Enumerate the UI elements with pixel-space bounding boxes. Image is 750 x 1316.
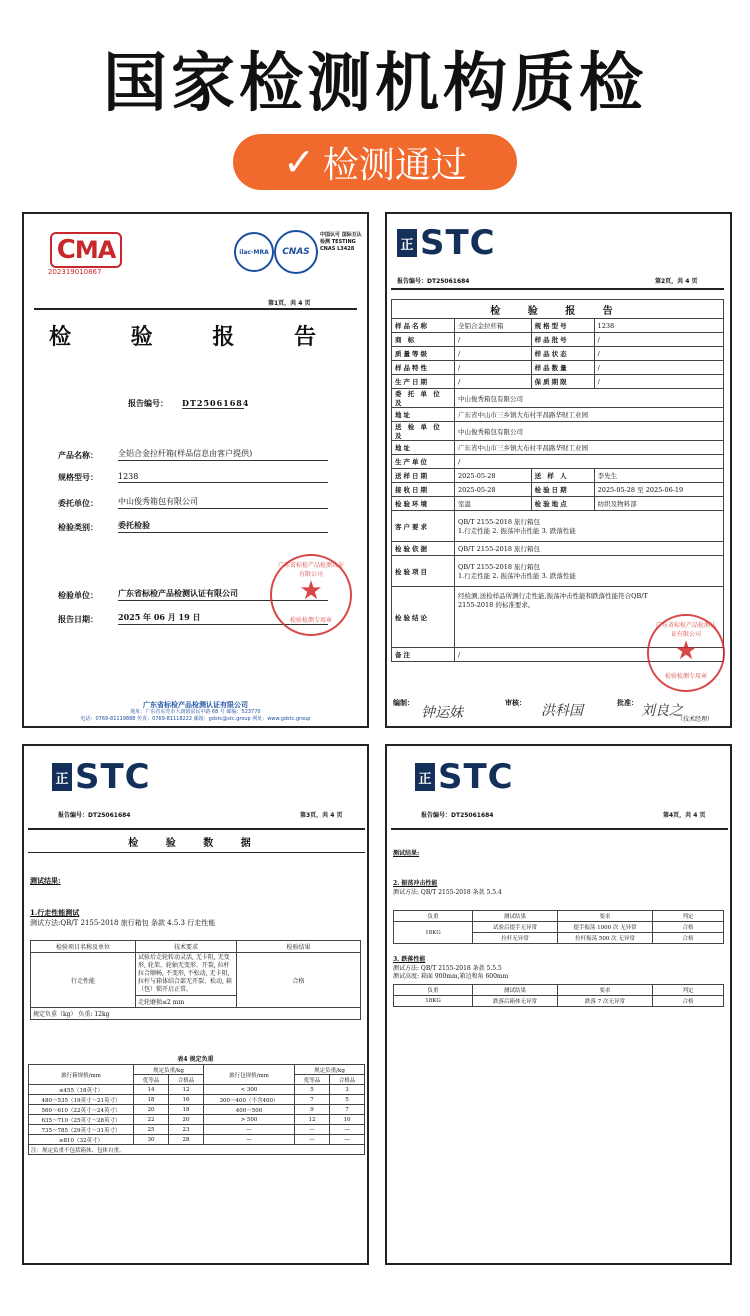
vibration-test-table [393, 910, 724, 944]
date-label: 报告日期： [58, 614, 98, 624]
table-row: 检验项目 QB/T 2155-2018 旅行箱包 1.行走性能 2. 振荡冲击性能 3. 跌落性能 [392, 556, 724, 587]
table-row: 检验依据 QB/T 2155-2018 旅行箱包 [392, 542, 724, 556]
client-value: 中山俊秀箱包有限公司 [118, 496, 328, 509]
report-detail-page [385, 212, 732, 728]
stc-logo [415, 757, 514, 797]
footer-contact: 电话：0769-81119888 传真：0769-81118222 邮箱：gdstc@stc.group 网址：www.gdstc.group [80, 716, 311, 722]
table-row: 接收日期 2025-05-28 检验日期 2025-05-28 至 2025-06-19 [392, 483, 724, 497]
page-number: 第2页，共 4 页 [655, 278, 698, 285]
walking-test-table [30, 940, 361, 1020]
reviewer-signature: 洪科国 [541, 703, 583, 719]
approver-label: 批准： [617, 698, 638, 707]
table-row: 送样日期 2025-05-28 送 样 人 李先生 [392, 469, 724, 483]
table-row: 拉杆无异常 拉杆振荡 500 次 无异常 合格 [394, 933, 724, 944]
footer-address: 地址：广东省东莞市大朗镇富民中路 68 号 邮编：523770 [130, 709, 261, 715]
table-row: 注：规定负重不包括箱体、包体自重。 [29, 1145, 365, 1155]
date-value: 2025 年 06 月 19 日 [118, 612, 328, 625]
stc-logo-mark: 正 [397, 229, 417, 257]
official-stamp [270, 554, 352, 636]
load-table-title: 表4 规定负重 [177, 1056, 214, 1063]
divider [391, 288, 724, 290]
stc-logo-mark: 正 [52, 763, 72, 791]
divider [391, 828, 728, 830]
report-no: 报告编号：DT25061684 [58, 812, 131, 819]
table-row: 生产日期 / 保质期限 / [392, 375, 724, 389]
cnas-text: 中国认可 国际互认 检测 TESTING CNAS L3428 [320, 232, 362, 252]
org-value: 广东省标检产品检测认证有限公司 [118, 588, 328, 601]
model-field [58, 472, 328, 483]
table-row: 480～535（19英寸～21英寸） 18 16 300～400（不含400） 7 5 [29, 1095, 365, 1105]
footer-org: 广东省标检产品检测认证有限公司 [143, 701, 248, 709]
check-icon: ✓ [283, 140, 315, 184]
table-row: 商 标 / 样品批号 / [392, 333, 724, 347]
product-field [58, 448, 328, 461]
section-heading: 1.行走性能测试 [30, 908, 80, 917]
org-label: 检验单位： [58, 590, 98, 600]
model-label: 规格型号： [58, 472, 98, 482]
table-row: 检验环境 室温 检验地点 纺织及物料部 [392, 497, 724, 511]
stc-logo-text: STC [75, 757, 151, 797]
table-row: 735～785（29英寸～31英寸） 25 23 — — — [29, 1125, 365, 1135]
client-field [58, 496, 328, 509]
stamp-subtext: 检验检测专用章 [289, 617, 332, 624]
table-title: 检 验 报 告 [392, 300, 724, 319]
test-height: 测试高度: 箱面 900mm,箱边和角 600mm [393, 973, 509, 980]
table-row: 行走性能 试验后走轮转动灵活, 无卡阻, 无变形, 轮架、轮轴无变形、开裂, 拉杆拉合顺畅, 不变形, 不松动, 无卡阻, 拉杆与箱体结合部无开裂、松动, 箱（包）锁开启正常。 合格 [31, 953, 361, 996]
table-row: 地址 广东省中山市三乡镇大布村平昌路华财工业园 [392, 441, 724, 455]
table-row: 地址 广东省中山市三乡镇大布村平昌路华财工业园 [392, 408, 724, 422]
cma-number: 202319010867 [48, 268, 102, 276]
stamp-text: 广东省标检产品检测认证有限公司 [655, 622, 716, 638]
table-row: 客户要求 QB/T 2155-2018 旅行箱包 1.行走性能 2. 振荡冲击性能 3. 跌落性能 [392, 511, 724, 542]
cnas-logo: CNAS [274, 230, 318, 274]
test-data-page-3 [22, 744, 369, 1265]
page-headline: 国家检测机构质检 [103, 47, 647, 121]
pass-badge [233, 134, 517, 190]
table-row: 样品名称 全铝合金拉杆箱 规格型号 1238 [392, 319, 724, 333]
table-row: 18KG 跌落后箱体无异常 跌落 7 次无异常 合格 [394, 996, 724, 1007]
table-row: 18KG 试验后提手无异常 提手振荡 1000 次 无异常 合格 [394, 922, 724, 933]
editor-label: 编制： [393, 698, 414, 707]
type-label: 检验类别： [58, 522, 98, 532]
table-row: 送 检 单 位 及 中山俊秀箱包有限公司 [392, 422, 724, 441]
tech-manager-note: （技术经理） [677, 716, 714, 723]
section-heading: 3. 跌落性能 [393, 956, 426, 963]
product-value: 全铝合金拉杆箱(样品信息由客户提供) [118, 448, 328, 461]
drop-test-table [393, 984, 724, 1007]
table-row: 635～710（25英寸～28英寸） 22 20 > 500 12 10 [29, 1115, 365, 1125]
stc-logo-mark: 正 [415, 763, 435, 791]
report-no: DT25061684 [182, 398, 250, 408]
results-label: 测试结果: [30, 876, 61, 885]
approver-signature: 刘良之 [641, 703, 683, 719]
divider [28, 852, 365, 853]
table-header: 优等品 合格品 优等品 合格品 [29, 1075, 365, 1085]
table-row: 样品特性 / 样品数量 / [392, 361, 724, 375]
test-method: 测试方法: QB/T 2155-2018 条款 5.5.5 [393, 965, 502, 972]
table-row: 走轮磨损≤2 mm [31, 996, 361, 1008]
report-cover-page [22, 212, 369, 728]
table-row: ≥810（32英寸） 30 28 — — — [29, 1135, 365, 1145]
report-info-table [391, 299, 724, 662]
table-header: 负重 测试结果 要求 判定 [394, 985, 724, 996]
load-table [28, 1064, 365, 1155]
ilac-logo: ilac-MRA [234, 232, 274, 272]
table-row: 备注 / [392, 648, 724, 662]
stc-logo [52, 757, 151, 797]
table-row: ≤455（18英寸） 14 12 < 300 5 3 [29, 1085, 365, 1095]
report-title: 检 验 报 告 [49, 324, 342, 350]
client-label: 委托单位： [58, 498, 98, 508]
stamp-subtext: 检验检测专用章 [664, 673, 707, 680]
model-value: 1238 [118, 472, 328, 483]
table-row: 委 托 单 位 及 中山俊秀箱包有限公司 [392, 389, 724, 408]
test-method: 测试方法:QB/T 2155-2018 旅行箱包 条款 4.5.3 行走性能 [30, 919, 216, 927]
stc-logo-text: STC [420, 223, 496, 263]
star-icon: ★ [299, 576, 323, 606]
table-header: 旅行箱规格/mm 规定负重/kg 旅行包规格/mm 规定负重/kg [29, 1065, 365, 1075]
star-icon: ★ [674, 636, 698, 666]
table-row: 规定负重（kg） 负重: 12kg [31, 1008, 361, 1020]
type-field [58, 520, 328, 533]
table-row: 560～610（22英寸～24英寸） 20 18 400～500 9 7 [29, 1105, 365, 1115]
table-row: 检验结论 经检测,送检样品所测行走性能,振荡冲击性能和跌落性能符合QB/T 2155-2018 的标准要求。 [392, 587, 724, 648]
type-value: 委托检验 [118, 520, 328, 533]
report-no: 报告编号：DT25061684 [421, 812, 494, 819]
cma-logo: C MA [50, 232, 122, 268]
table-row: 生产单位 / [392, 455, 724, 469]
section-heading: 2. 振荡冲击性能 [393, 880, 438, 887]
divider [34, 308, 357, 310]
official-stamp [647, 614, 725, 692]
test-data-page-4 [385, 744, 732, 1265]
divider [28, 828, 365, 830]
editor-signature: 钟运妹 [421, 705, 463, 721]
page-number: 第3页，共 4 页 [300, 812, 343, 819]
test-method: 测试方法: QB/T 2155-2018 条款 5.5.4 [393, 889, 502, 896]
stc-logo [397, 223, 496, 263]
results-label: 测试结果: [393, 850, 420, 857]
table-header: 检验项目名称及单位 技术要求 检验结果 [31, 941, 361, 953]
product-label: 产品名称： [58, 450, 98, 460]
page-number: 第4页，共 4 页 [663, 812, 706, 819]
page-number: 第1页，共 4 页 [268, 300, 311, 307]
stamp-text: 广东省标检产品检测认证有限公司 [278, 562, 345, 578]
stc-logo-text: STC [438, 757, 514, 797]
data-title: 检 验 数 据 [128, 838, 263, 849]
reviewer-label: 审核： [505, 698, 526, 707]
table-header: 负重 测试结果 要求 判定 [394, 911, 724, 922]
pass-badge-label: 检测通过 [322, 144, 467, 186]
report-no: 报告编号：DT25061684 [397, 278, 470, 285]
report-no-label: 报告编号： [128, 398, 168, 408]
table-row: 质量等级 / 样品状态 / [392, 347, 724, 361]
